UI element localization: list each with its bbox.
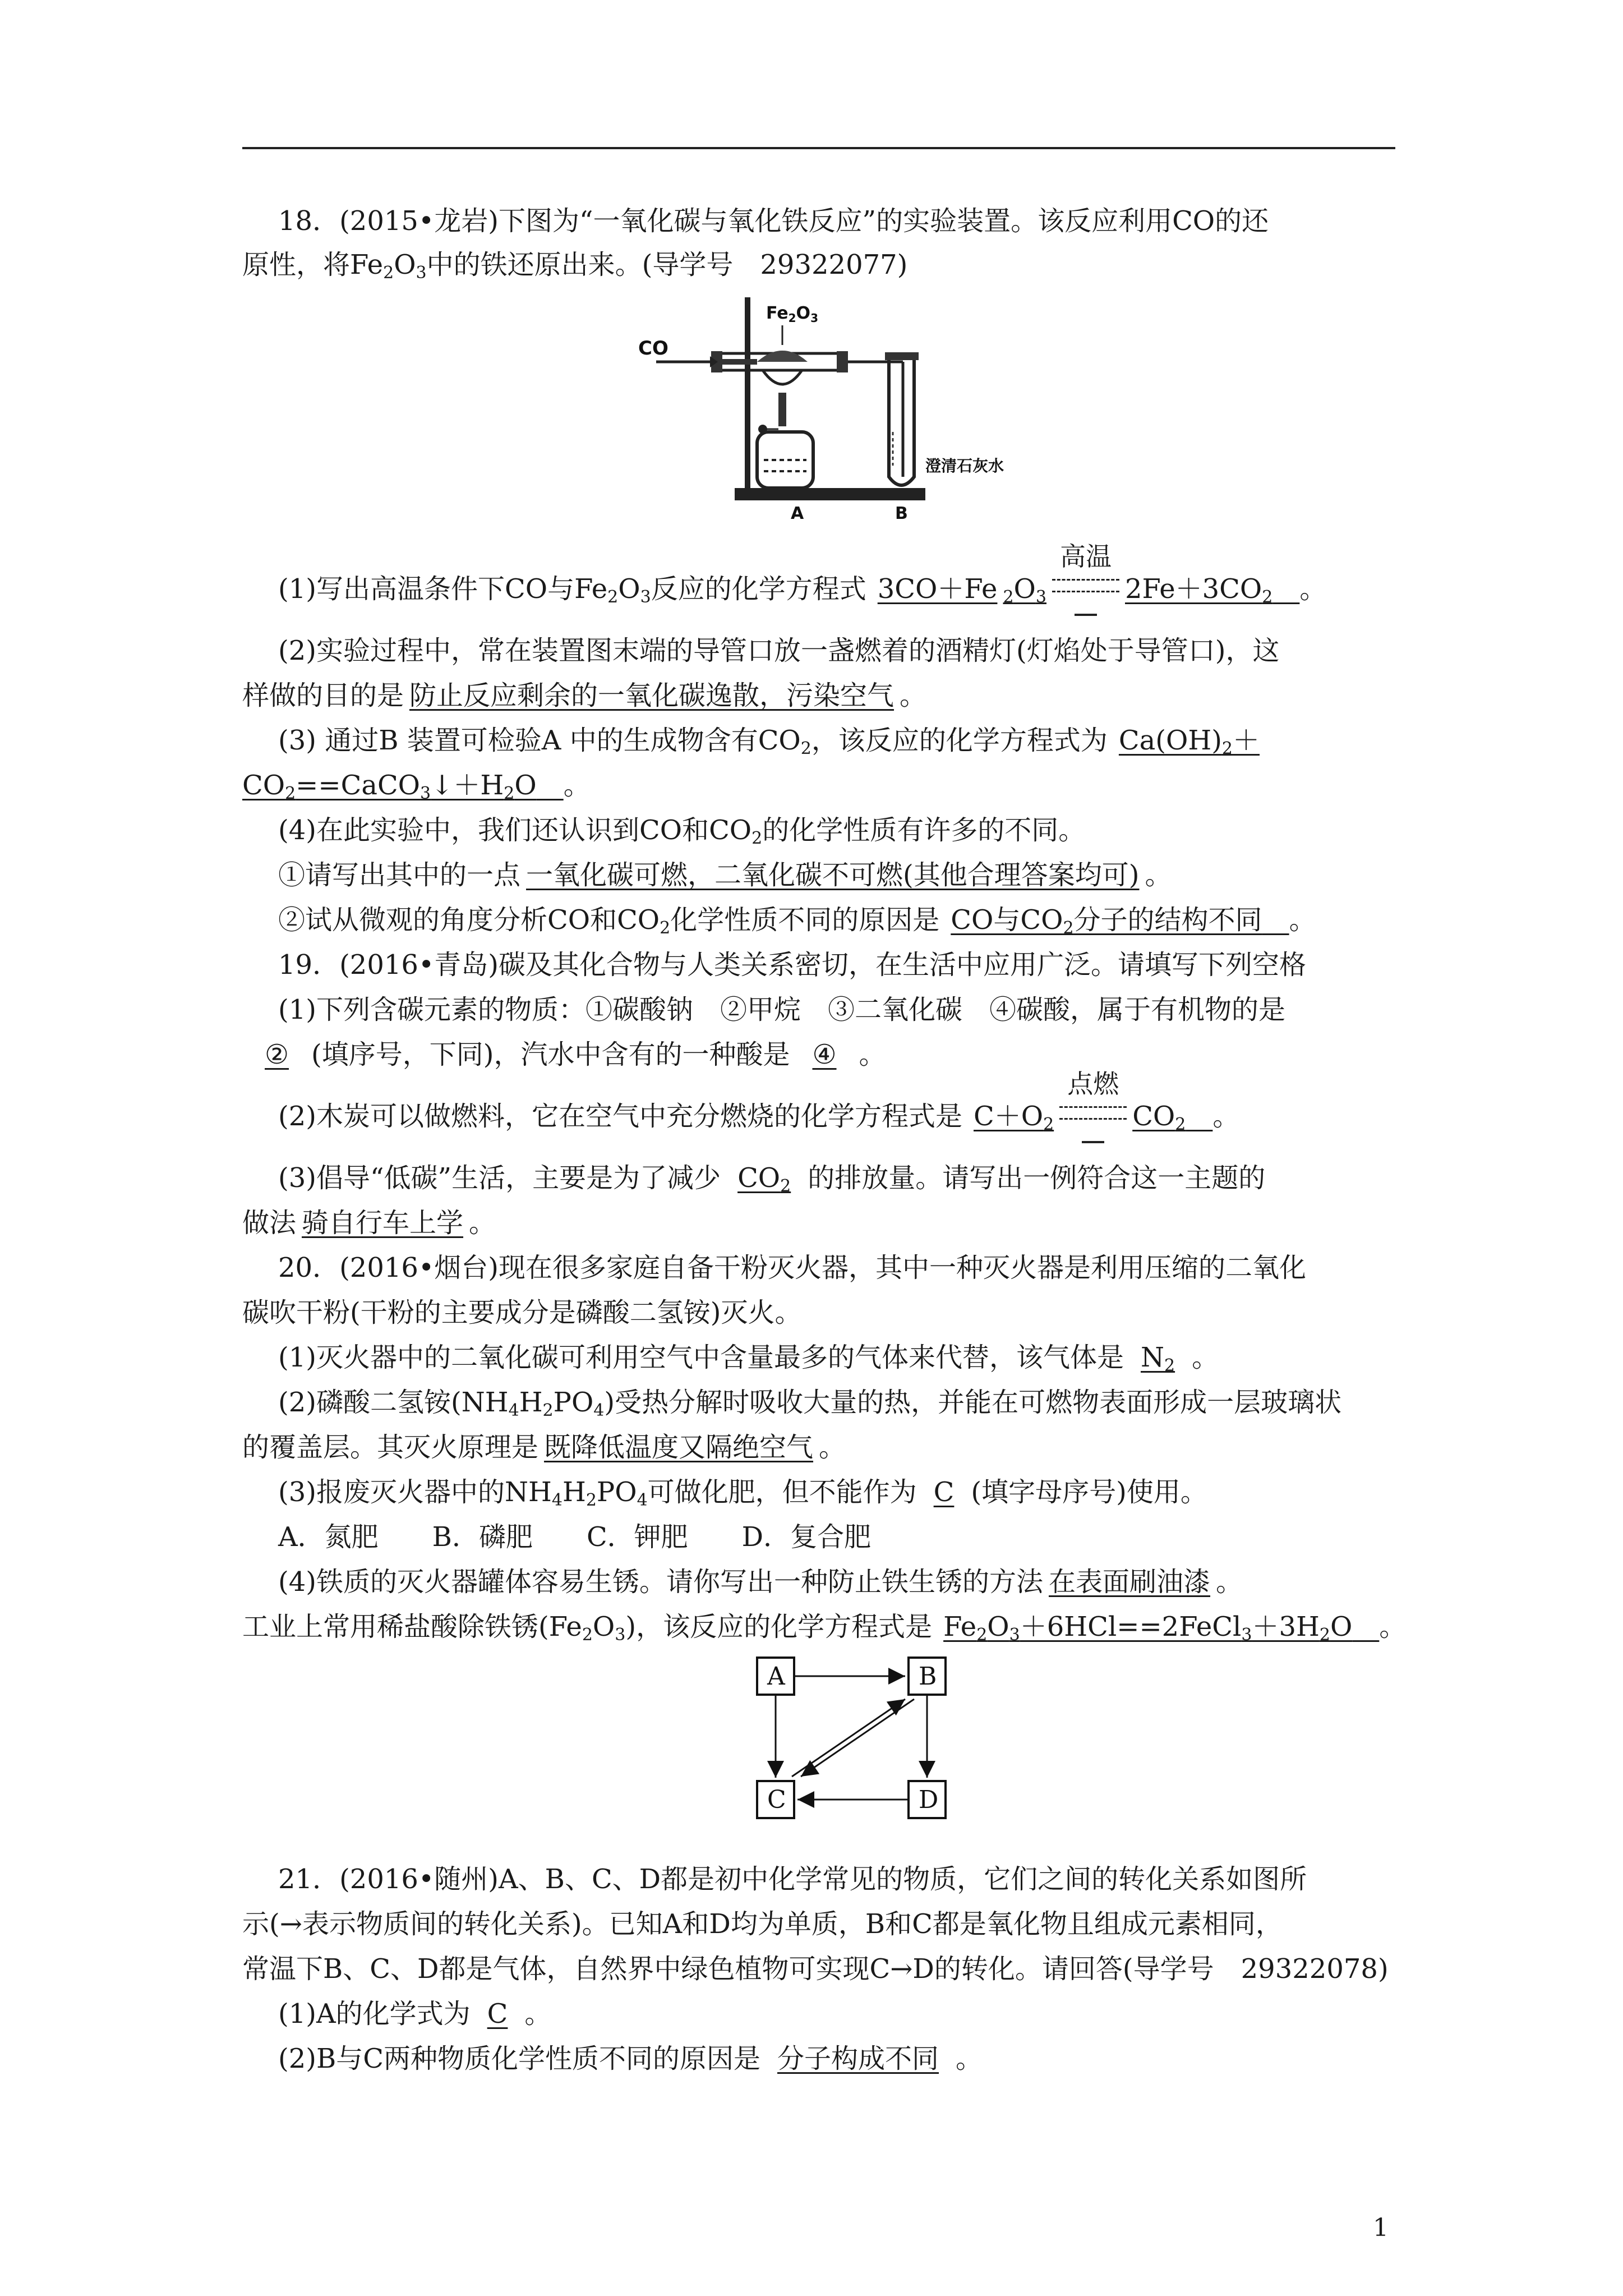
node-a-label: A xyxy=(767,1662,785,1691)
q20-part3-answer: C xyxy=(933,1476,955,1508)
q18-part3-line1: (3) 通过B 装置可检验A 中的生成物含有$CO_2$，该反应的化学方程式为 $Ca(OH)_2+$ xyxy=(278,725,1260,758)
ignite-condition: 点燃 xyxy=(1059,1098,1127,1134)
q20-stem-line1: 20．(2016•烟台)现在很多家庭自备干粉灭火器，其中一种灭火器是利用压缩的二氧化 xyxy=(278,1252,1307,1283)
q20-part2-line1: (2)磷酸二氢铵$(NH_4H_2PO_4)$受热分解时吸收大量的热，并能在可燃物表面形成一层玻璃状 xyxy=(278,1387,1342,1420)
q18-part2-answer: 防止反应剩余的一氧化碳逸散，污染空气 xyxy=(409,680,895,711)
q18-part4: (4)在此实验中，我们还认识到CO和$CO_2$的化学性质有许多的不同。 xyxy=(278,815,1086,848)
q20-part2-line2: 的覆盖层。其灭火原理是 既降低温度又隔绝空气 。 xyxy=(242,1432,846,1463)
q19-part2: (2)木炭可以做燃料，它在空气中充分燃烧的化学方程式是 $C+O_2$ 点燃 $CO_2$ 。 xyxy=(278,1098,1431,1134)
q21-part2: (2)B与C两种物质化学性质不同的原因是 分子构成不同 。 xyxy=(278,2043,983,2074)
q19-part3-line2: 做法 骑自行车上学 。 xyxy=(242,1207,496,1239)
stand-rod xyxy=(745,297,750,494)
header-rule xyxy=(242,147,1395,149)
co-label: CO xyxy=(638,337,668,360)
limewater-label: 澄清石灰水 xyxy=(925,457,1004,475)
apparatus-b-label: B xyxy=(895,504,908,523)
q21-part2-answer: 分子构成不同 xyxy=(777,2043,939,2074)
q20-part2-answer: 既降低温度又隔绝空气 xyxy=(544,1432,814,1463)
q19-part1-answer2: ④ xyxy=(812,1039,837,1070)
q18-stem-line2: 原性，将$Fe_2O_3$中的铁还原出来。(导学号 29322077) xyxy=(242,249,908,283)
q19-part1-line2: ② (填序号，下同)，汽水中含有的一种酸是 ④ 。 xyxy=(242,1037,1395,1073)
q18-part1: (1)写出高温条件下CO与$Fe_2O_3$反应的化学方程式 3CO＋Fe $_2O_3$ 高温 $2Fe+3CO_2$ 。 xyxy=(278,571,1431,607)
q19-part1-answer1: ② xyxy=(265,1039,289,1070)
q19-part1-line1: (1)下列含碳元素的物质：①碳酸钠 ②甲烷 ③二氧化碳 ④碳酸，属于有机物的是 xyxy=(278,994,1285,1025)
q18-part2-line2: 样做的目的是 防止反应剩余的一氧化碳逸散，污染空气 。 xyxy=(242,680,927,711)
q21-part1: (1)A的化学式为 C 。 xyxy=(278,1998,552,2030)
page-number: 1 xyxy=(1373,2214,1389,2242)
q21-part1-answer: C xyxy=(487,1998,508,2030)
arrow-b-to-c xyxy=(801,1699,914,1777)
arrow-c-to-b xyxy=(792,1699,905,1777)
q18-stem-line1: 18．(2015•龙岩)下图为“一氧化碳与氧化铁反应”的实验装置。该反应利用CO的还 xyxy=(278,205,1269,237)
q20-part3: (3)报废灭火器中的$NH_4H_2PO_4$可做化肥，但不能作为 C (填字母序号)使用。 xyxy=(278,1476,1207,1510)
fe2o3-label: $Fe_2O_3$ xyxy=(766,303,818,325)
q20-part4-line1: (4)铁质的灭火器罐体容易生锈。请你写出一种防止铁生锈的方法 在表面刷油漆 。 xyxy=(278,1566,1243,1598)
q20-part1: (1)灭火器中的二氧化碳可利用空气中含量最多的气体来代替，该气体是 $N_2$ 。 xyxy=(278,1342,1219,1375)
q20-part4-answer: 在表面刷油漆 xyxy=(1049,1566,1211,1598)
high-temp-condition: 高温 xyxy=(1052,571,1119,607)
q20-part4-line2: 工业上常用稀盐酸除铁锈$(Fe_2O_3)$，该反应的化学方程式是 $Fe_2O_3+6HCl==2FeCl_3+3H_2O$ 。 xyxy=(242,1611,1407,1645)
q21-stem-line1: 21．(2016•随州)A、B、C、D都是初中化学常见的物质，它们之间的转化关系如图所 xyxy=(278,1864,1307,1895)
q19-part3-answer: 骑自行车上学 xyxy=(302,1207,464,1239)
node-c-label: C xyxy=(767,1786,786,1814)
abcd-transformation-diagram xyxy=(746,1652,959,1826)
q18-part4-2: ②试从微观的角度分析CO和$CO_2$化学性质不同的原因是 CO与$CO_2$分子的结构不同 。 xyxy=(278,904,1316,938)
q21-stem-line2: 示(→表示物质间的转化关系)。已知A和D均为单质，B和C都是氧化物且组成元素相同， xyxy=(242,1908,1283,1940)
node-d-label: D xyxy=(919,1786,939,1814)
stand-base xyxy=(735,488,925,500)
clamp-bar xyxy=(718,359,757,365)
q18-part4-1-answer: 一氧化碳可燃，二氧化碳不可燃(其他合理答案均可) xyxy=(526,859,1140,891)
q21-stem-line3: 常温下B、C、D都是气体，自然界中绿色植物可实现C→D的转化。请回答(导学号 29322078) xyxy=(242,1953,1389,1985)
q20-options: A．氮肥 B．磷肥 C．钾肥 D．复合肥 xyxy=(278,1521,872,1553)
q18-part1-answer: 3CO＋Fe $_2O_3$ xyxy=(877,573,1046,607)
q18-part2-line1: (2)实验过程中，常在装置图末端的导管口放一盏燃着的酒精灯(灯焰处于导管口)，这 xyxy=(278,635,1280,666)
q19-part3-line1: (3)倡导“低碳”生活，主要是为了减少 $CO_2$ 的排放量。请写出一例符合这一主题的 xyxy=(278,1162,1266,1196)
apparatus-a-label: A xyxy=(791,504,804,523)
q19-stem: 19．(2016•青岛)碳及其化合物与人类关系密切，在生活中应用广泛。请填写下列空格 xyxy=(278,949,1307,981)
q20-stem-line2: 碳吹干粉(干粉的主要成分是磷酸二氢铵)灭火。 xyxy=(242,1297,802,1328)
q18-part3-line2: $CO_2==CaCO_3↓+H_2O$ 。 xyxy=(242,770,591,803)
q18-part4-1: ①请写出其中的一点 一氧化碳可燃，二氧化碳不可燃(其他合理答案均可) 。 xyxy=(278,859,1172,891)
node-b-label: B xyxy=(919,1662,937,1691)
co-fe2o3-apparatus-figure xyxy=(634,292,1004,533)
